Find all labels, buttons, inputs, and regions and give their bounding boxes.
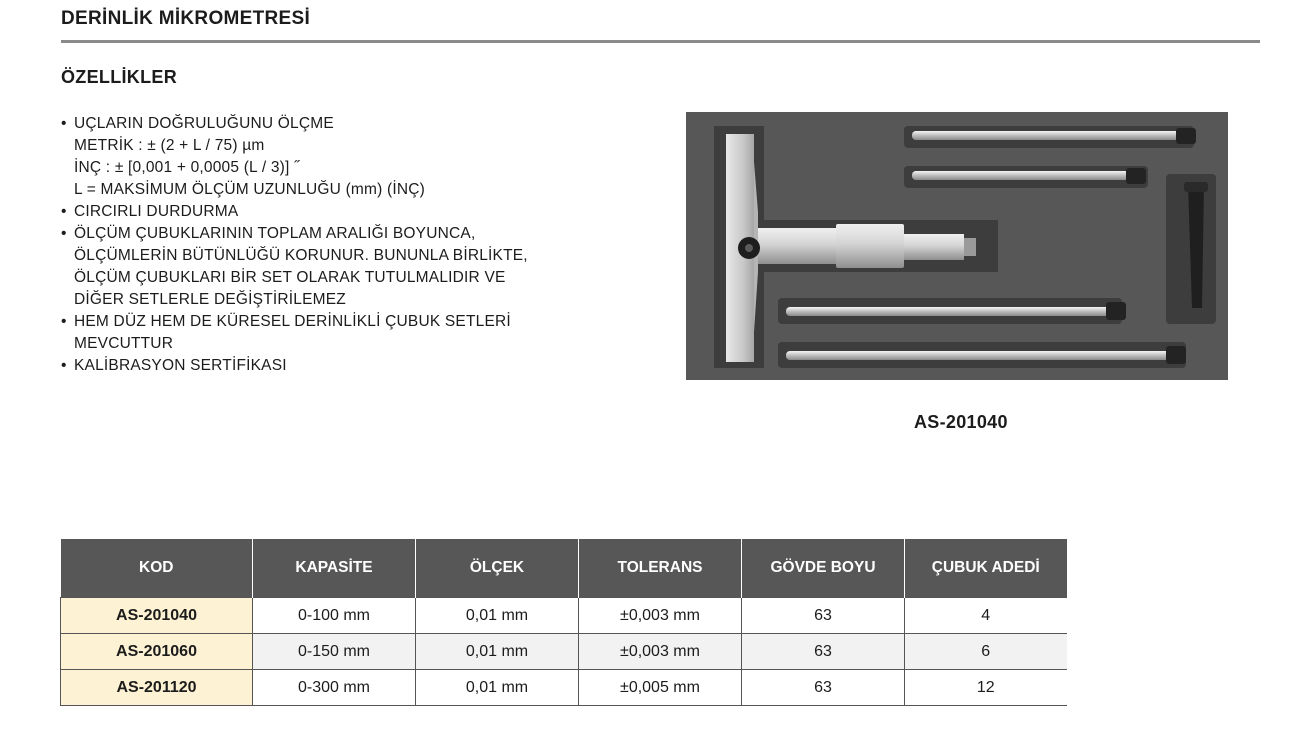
header-cubuk-adedi: ÇUBUK ADEDİ	[905, 539, 1067, 598]
cell-body-length: 63	[742, 670, 905, 706]
cell-tolerance: ±0,005 mm	[579, 670, 742, 706]
feature-line: • CIRCIRLI DURDURMA	[61, 201, 621, 223]
feature-line: L = MAKSİMUM ÖLÇÜM UZUNLUĞU (mm) (İNÇ)	[74, 181, 426, 198]
table-row	[61, 634, 1067, 670]
title-divider	[61, 40, 1260, 43]
cell-scale: 0,01 mm	[416, 634, 579, 670]
feature-list	[61, 113, 621, 377]
cell-tolerance: ±0,003 mm	[579, 598, 742, 634]
cell-code: AS-201040	[61, 598, 253, 634]
bullet: •	[61, 225, 67, 242]
bullet: •	[61, 313, 67, 330]
feature-line: • KALİBRASYON SERTİFİKASI	[61, 355, 621, 377]
header-govde-boyu: GÖVDE BOYU	[742, 539, 905, 598]
feature-line: ÖLÇÜMLERİN BÜTÜNLÜĞÜ KORUNUR. BUNUNLA BİRLİKTE,	[74, 247, 528, 264]
header-kod: KOD	[61, 539, 253, 598]
header-olcek: ÖLÇEK	[416, 539, 579, 598]
table-header-row	[61, 539, 1067, 598]
feature-line: MEVCUTTUR	[74, 335, 174, 352]
bullet: •	[61, 115, 67, 132]
cell-rod-count: 12	[905, 670, 1067, 706]
feature-line: DİĞER SETLERLE DEĞİŞTİRİLEMEZ	[74, 291, 346, 308]
cell-tolerance: ±0,003 mm	[579, 634, 742, 670]
cell-body-length: 63	[742, 598, 905, 634]
feature-line: METRİK : ± (2 + L / 75) µm	[74, 137, 265, 154]
cell-body-length: 63	[742, 634, 905, 670]
feature-line: • ÖLÇÜM ÇUBUKLARININ TOPLAM ARALIĞI BOYUNCA,	[61, 223, 621, 245]
cell-scale: 0,01 mm	[416, 670, 579, 706]
product-photo	[686, 112, 1228, 380]
table-row	[61, 670, 1067, 706]
spec-table	[60, 539, 1067, 706]
header-kapasite: KAPASİTE	[253, 539, 416, 598]
cell-code: AS-201120	[61, 670, 253, 706]
feature-line: İNÇ : ± [0,001 + 0,0005 (L / 3)] ˝	[74, 159, 300, 176]
feature-line: ÖLÇÜM ÇUBUKLARI BİR SET OLARAK TUTULMALIDIR VE	[74, 269, 506, 286]
feature-line: • UÇLARIN DOĞRULUĞUNU ÖLÇME	[61, 113, 621, 135]
product-code-caption: AS-201040	[914, 412, 1008, 432]
cell-rod-count: 6	[905, 634, 1067, 670]
section-title: ÖZELLİKLER	[61, 67, 177, 87]
cell-capacity: 0-300 mm	[253, 670, 416, 706]
depth-micrometer-illustration	[686, 112, 1228, 380]
table-row	[61, 598, 1067, 634]
page-title: DERİNLİK MİKROMETRESİ	[61, 8, 311, 29]
bullet: •	[61, 357, 67, 374]
cell-scale: 0,01 mm	[416, 598, 579, 634]
cell-capacity: 0-150 mm	[253, 634, 416, 670]
cell-capacity: 0-100 mm	[253, 598, 416, 634]
bullet: •	[61, 203, 67, 220]
cell-code: AS-201060	[61, 634, 253, 670]
cell-rod-count: 4	[905, 598, 1067, 634]
header-tolerans: TOLERANS	[579, 539, 742, 598]
feature-line: • HEM DÜZ HEM DE KÜRESEL DERİNLİKLİ ÇUBUK SETLERİ	[61, 311, 621, 333]
